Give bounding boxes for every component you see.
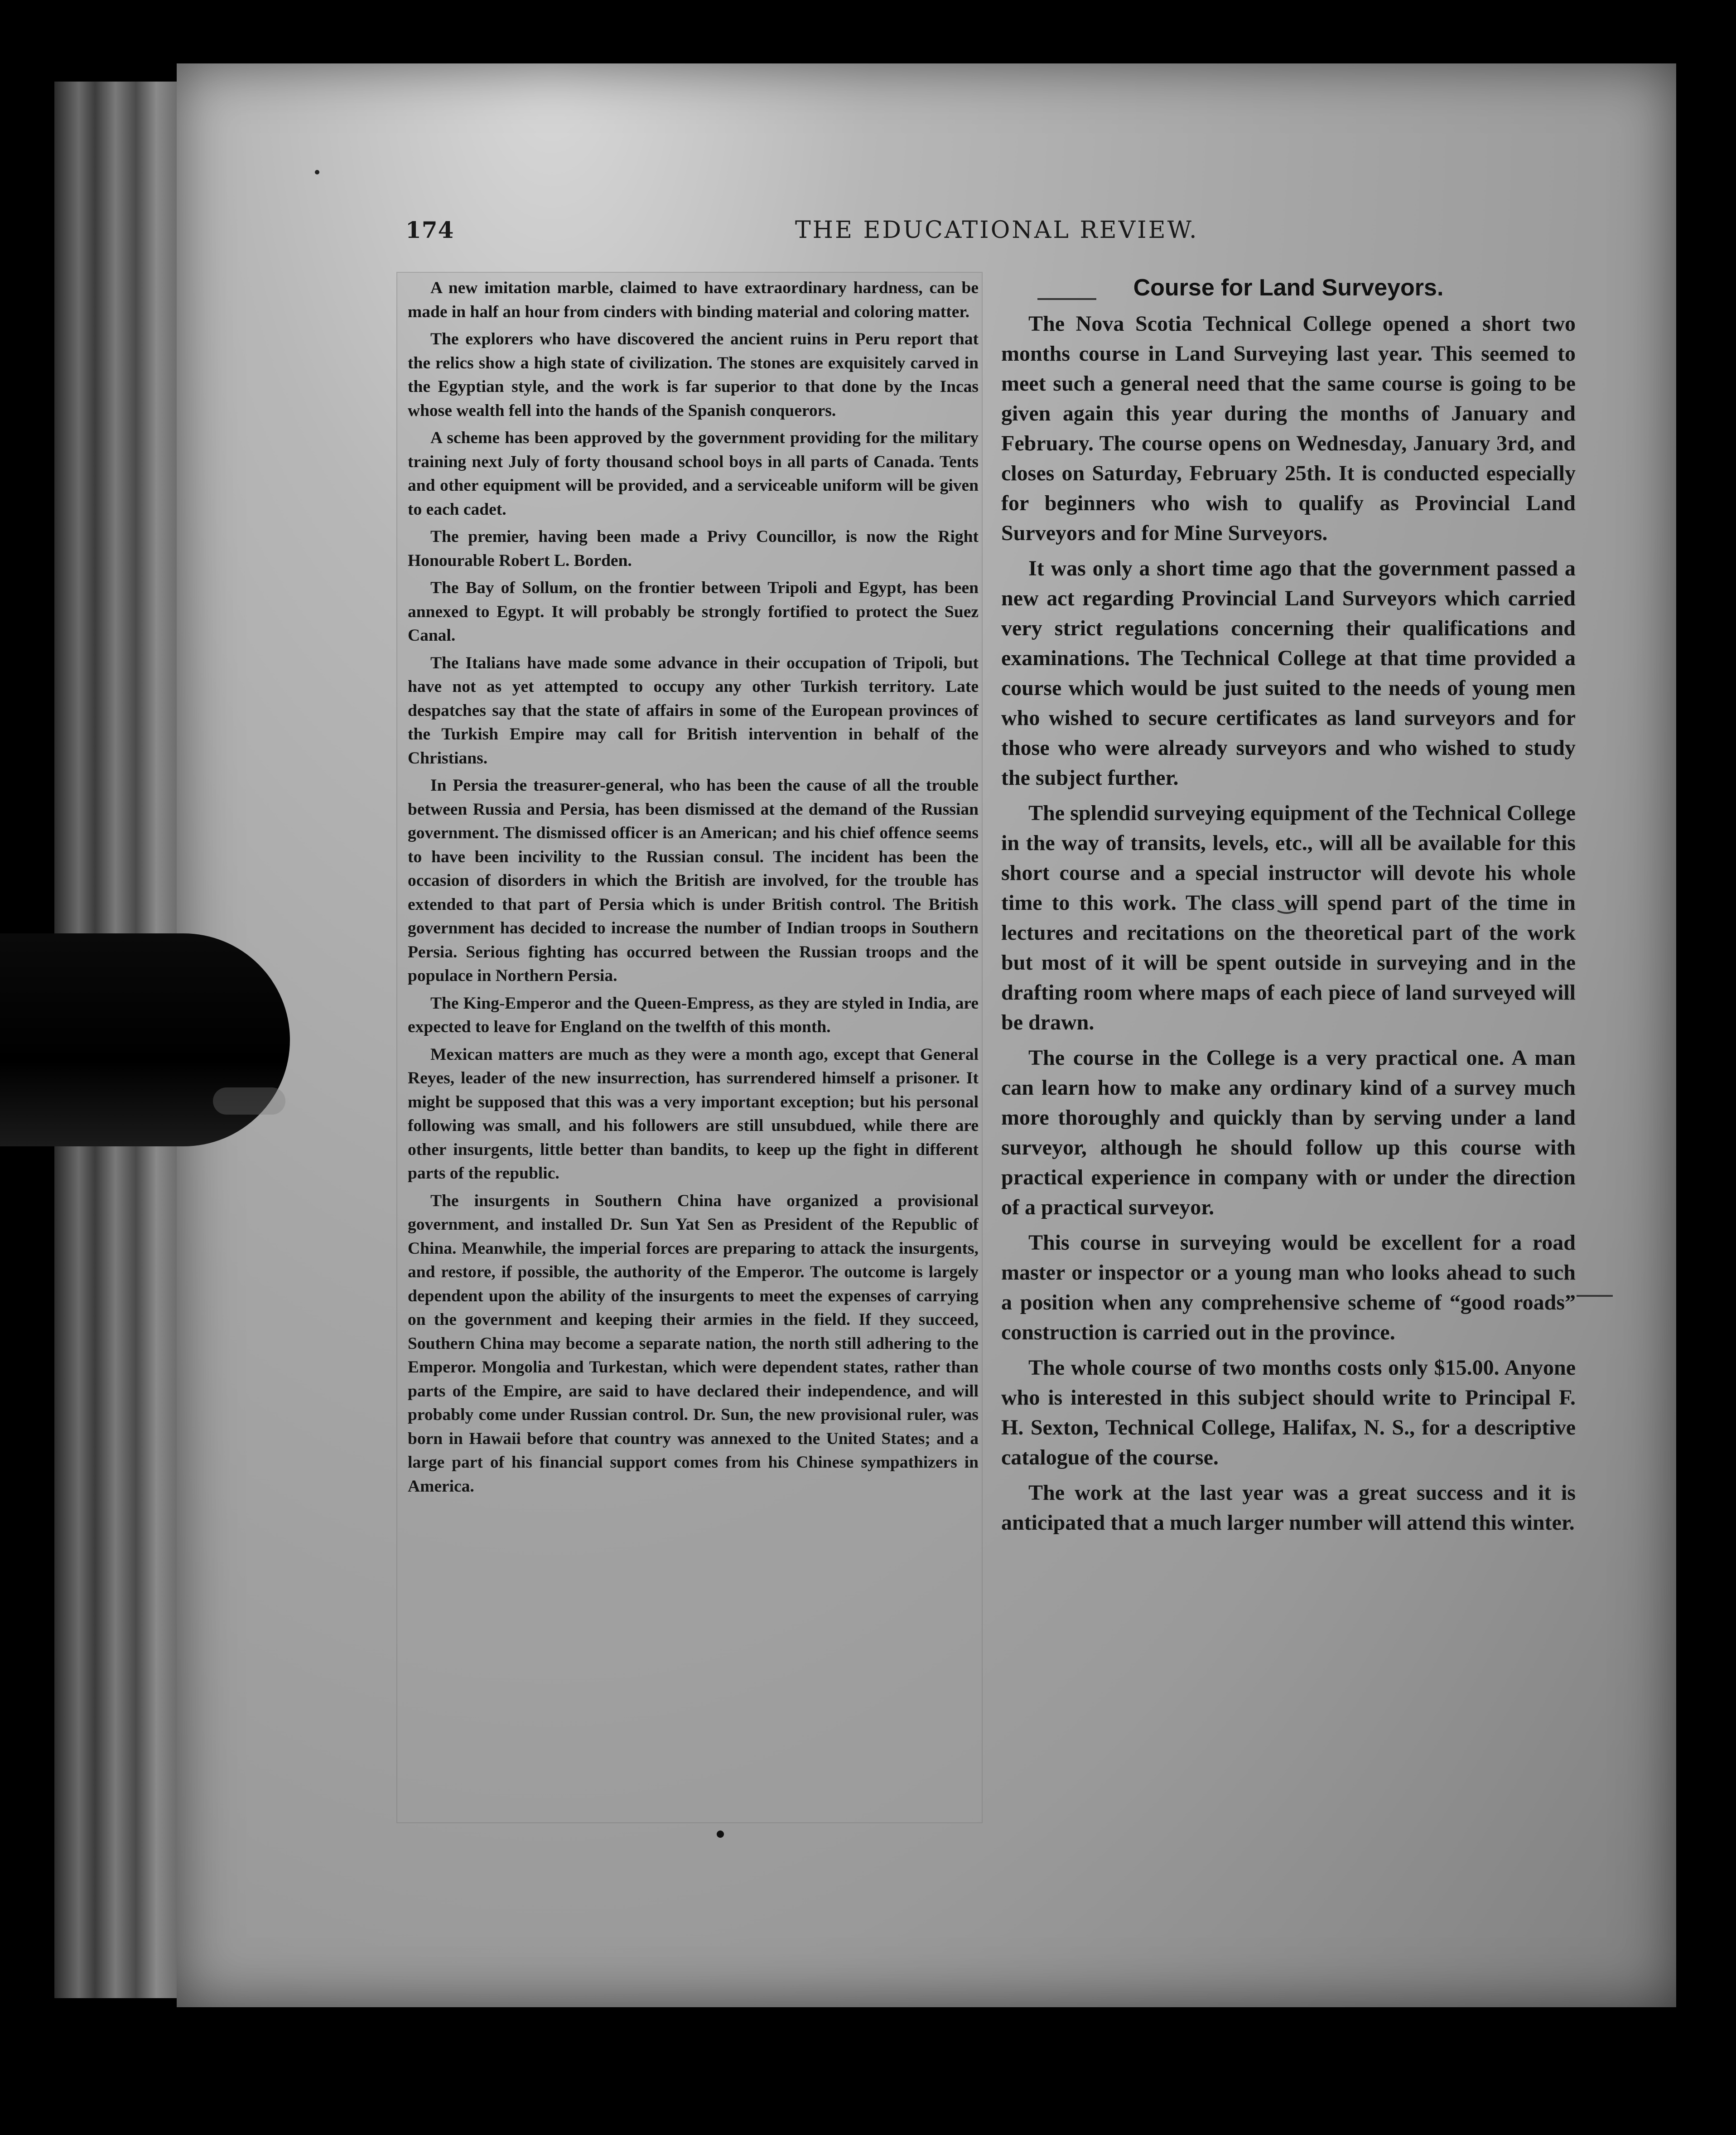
article-paragraph: It was only a short time ago that the government passed a new act regarding Provincial Land Surveyors which carried very strict regulations concerning their qualifications and examinations. The Technical College at that time provided a course which would be just suited to the needs of young men who wished to secure certificates as land surveyors and for those who were already surveyors and who wished to study the subject further.: [1001, 556, 1576, 790]
news-paragraph: In Persia the treasurer-general, who has been the cause of all the trouble between Russia and Persia, has been dismissed at the demand of the Russian government. The dismissed officer is an American; and his chief offence seems to have been incivility to the Russian consul. The incident has been the occasion of disorders in which the British are involved, for the trouble has extended to that part of Persia which is under British control. The British government has decided to increase the number of Indian troops in Southern Persia. Serious fighting has occurred between the Russian troops and the populace in Northern Persia.: [408, 776, 979, 985]
news-paragraph: The King-Emperor and the Queen-Empress, as they are styled in India, are expected to leave for England on the twelfth of this month.: [408, 994, 979, 1036]
running-head: [405, 217, 1253, 257]
news-paragraph: The insurgents in Southern China have organized a provisional government, and installed Dr. Sun Yat Sen as President of the Republic of China. Meanwhile, the imperial forces are preparing to attack the insurgents, and restore, if possible, the authority of the Emperor. The outcome is largely dependent upon the ability of the insurgents to meet the expenses of carrying on the government and keeping their armies in the field. If they succeed, Southern China may become a separate nation, the north still adhering to the Emperor. Mongolia and Turkestan, which were dependent states, rather than parts of the Empire, are said to have declared their independence, and will probably come under Russian control. Dr. Sun, the new provisional ruler, was born in Hawaii before that country was annexed to the United States; and a large part of his financial support comes from his Chinese sympathizers in America.: [408, 1191, 979, 1496]
right-column-article: [1001, 272, 1576, 1543]
news-paragraph: A new imitation marble, claimed to have extraordinary hardness, can be made in half an hour from cinders with binding material and coloring matter.: [408, 279, 979, 321]
article-paragraph: The splendid surveying equipment of the Technical College in the way of transits, levels, etc., will all be available for this short course and a special instructor will devote his whole time to this work. The class will spend part of the time in lectures and recitations on the theoretical part of the work but most of it will be spent outside in surveying and in the drafting room where maps of each piece of land surveyed will be drawn.: [1001, 801, 1576, 1034]
news-paragraph: A scheme has been approved by the government providing for the military training next July of forty thousand school boys in all parts of Canada. Tents and other equipment will be provided, and a serviceable uniform will be given to each cadet.: [408, 429, 979, 519]
news-paragraph: Mexican matters are much as they were a month ago, except that General Reyes, leader of the new insurrection, has surrendered himself a prisoner. It might be supposed that this was a very important exception; but his personal following was small, and his followers are still unsubdued, while there are other insurgents, little better than bandits, to keep up the fight in different parts of the republic.: [408, 1045, 979, 1183]
article-heading: Course for Land Surveyors.: [1133, 275, 1444, 301]
journal-title: THE EDUCATIONAL REVIEW.: [795, 217, 1199, 244]
thumb-highlight: [213, 1087, 285, 1115]
news-paragraph: The premier, having been made a Privy Councillor, is now the Right Honourable Robert L. Borden.: [408, 527, 979, 570]
article-paragraph: This course in surveying would be excellent for a road master or inspector or a young man who looks ahead to such a position when any comprehensive scheme of “good roads” construction is carried out in the province.: [1001, 1231, 1576, 1344]
article-paragraph: The Nova Scotia Technical College opened a short two months course in Land Surveying last year. This seemed to meet such a general need that the same course is going to be given again this year during the months of January and February. The course opens on Wednesday, January 3rd, and closes on Saturday, February 25th. It is conducted especially for beginners who wish to qualify as Provincial Land Surveyors and for Mine Surveyors.: [1001, 312, 1576, 545]
left-column-news: [408, 276, 979, 1502]
article-paragraph: The course in the College is a very practical one. A man can learn how to make any ordinary kind of a survey much more thoroughly and quickly than by serving under a land surveyor, although he should follow up this course with practical experience in company with or under the direction of a practical surveyor.: [1001, 1046, 1576, 1219]
page-number: 174: [405, 217, 454, 243]
article-paragraph: The whole course of two months costs only $15.00. Anyone who is interested in this subject should write to Principal F. H. Sexton, Technical College, Halifax, N. S., for a descriptive catalogue of the course.: [1001, 1356, 1576, 1469]
news-paragraph: The Italians have made some advance in their occupation of Tripoli, but have not as yet attempted to occupy any other Turkish territory. Late despatches say that the state of affairs in some of the European provinces of the Turkish Empire may call for British intervention in behalf of the Christians.: [408, 653, 979, 768]
news-paragraph: The Bay of Sollum, on the frontier between Tripoli and Egypt, has been annexed to Egypt. It will probably be strongly fortified to protect the Suez Canal.: [408, 579, 979, 645]
news-paragraph: The explorers who have discovered the ancient ruins in Peru report that the relics show a high state of civilization. The stones are exquisitely carved in the Egyptian style, and the work is far superior to that done by the Incas whose wealth fell into the hands of the Spanish conquerors.: [408, 330, 979, 420]
article-paragraph: The work at the last year was a great success and it is anticipated that a much larger number will attend this winter.: [1001, 1481, 1576, 1535]
